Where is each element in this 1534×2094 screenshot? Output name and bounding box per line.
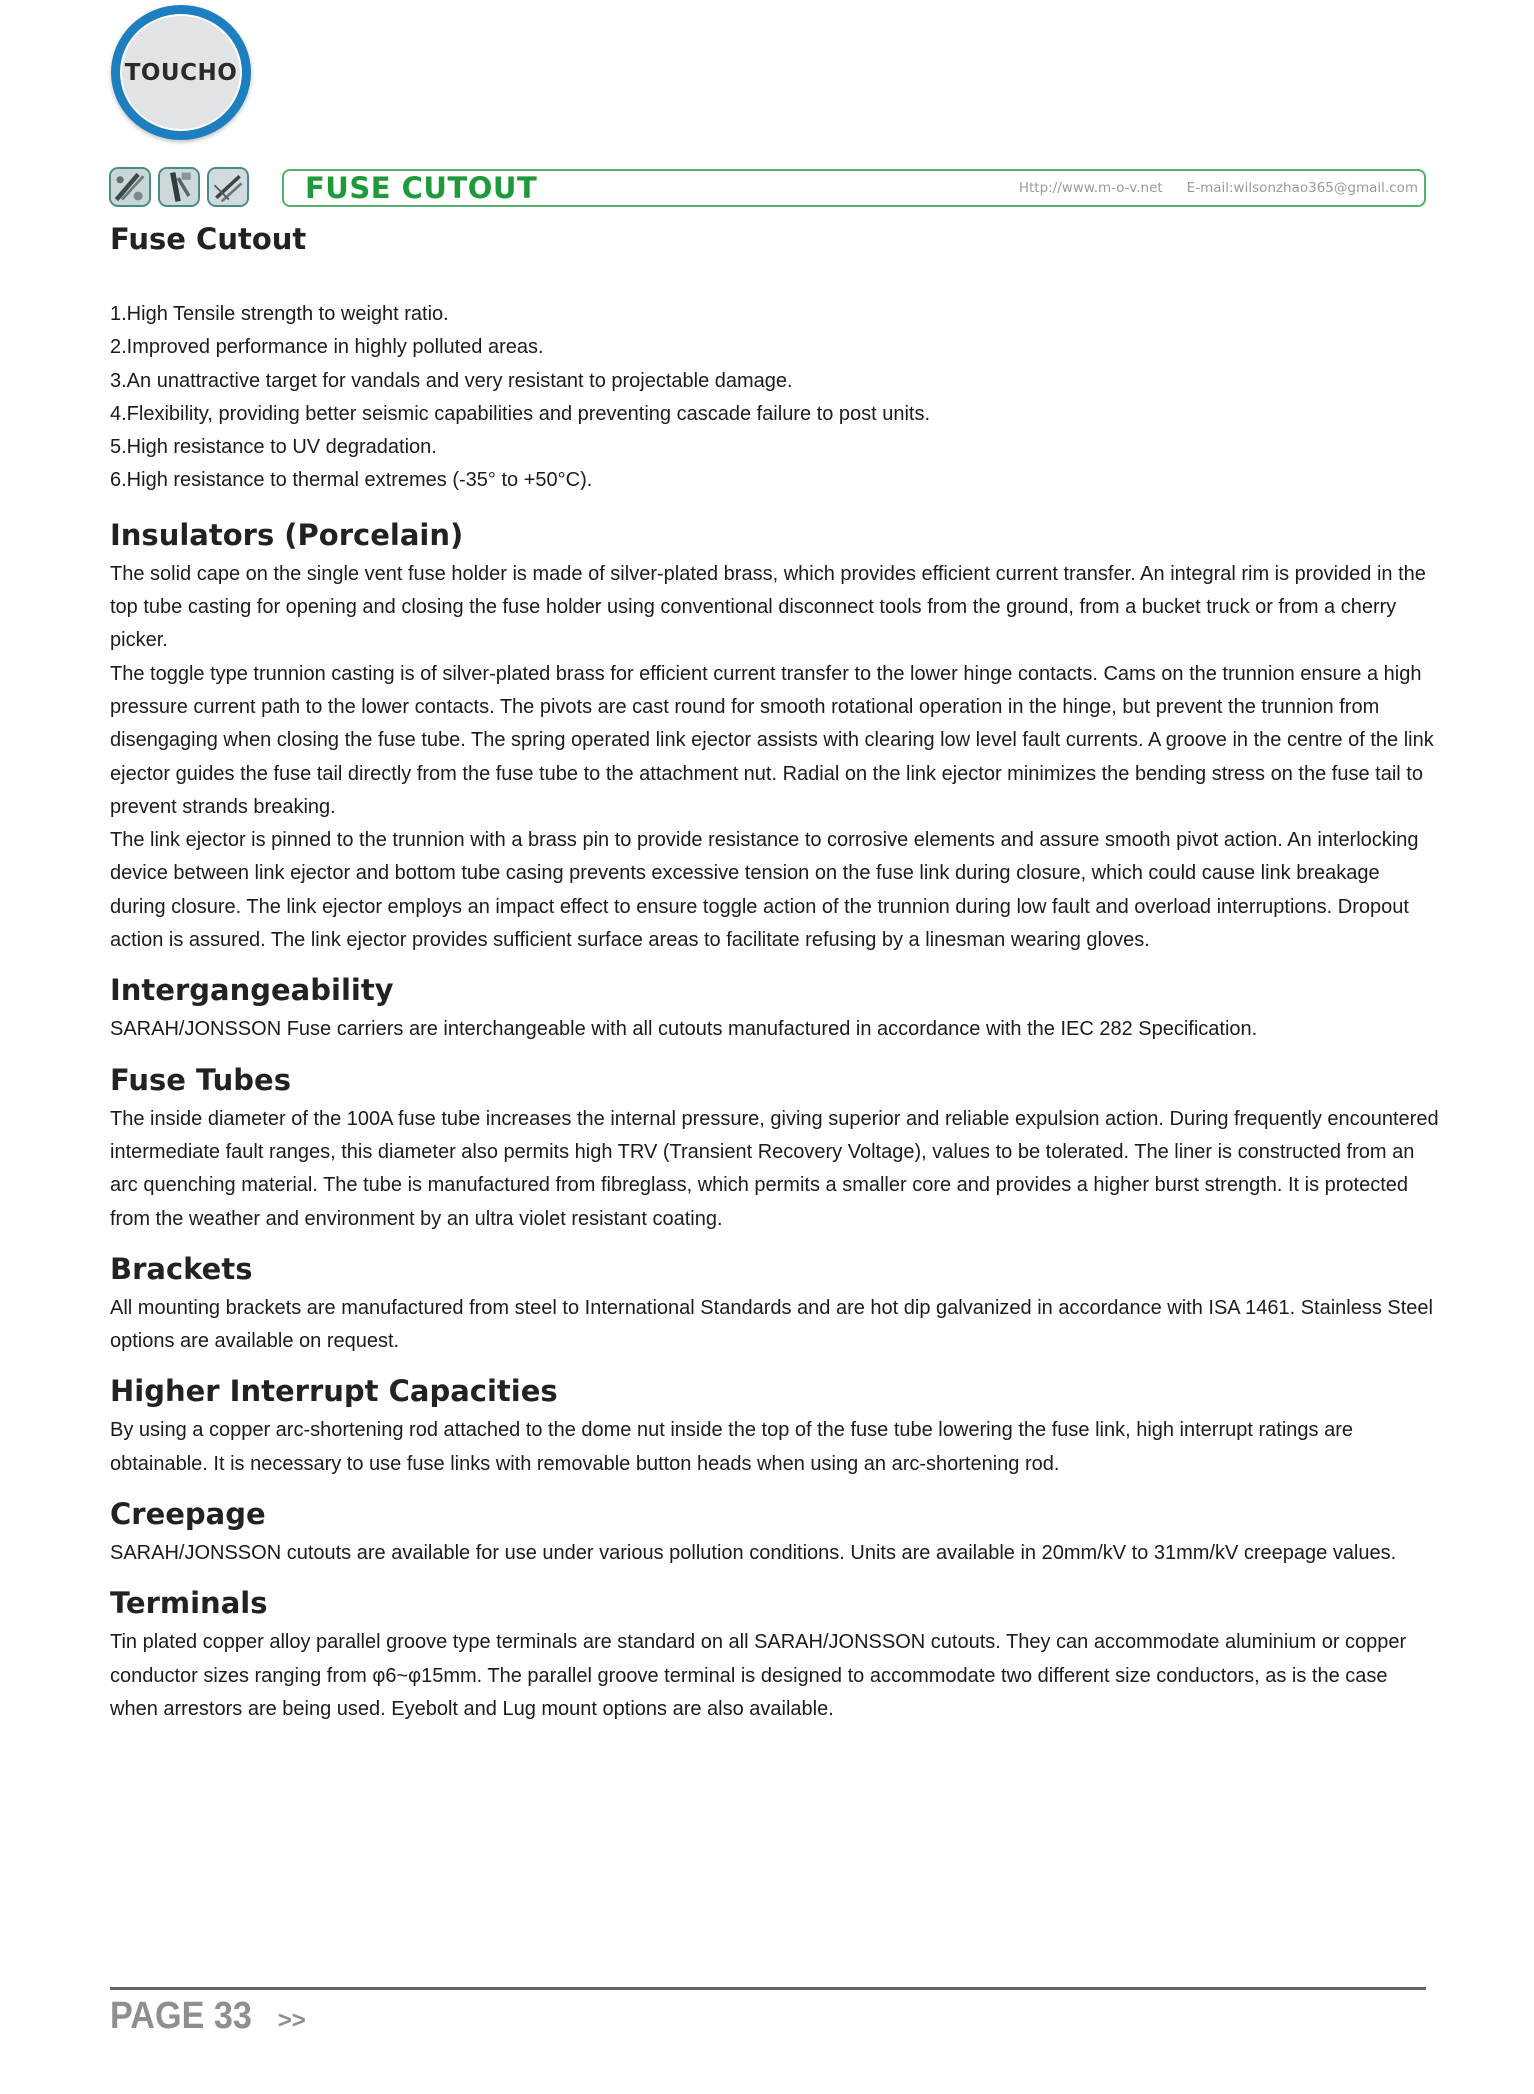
section-creepage [110, 1495, 1440, 1570]
section-heading: Higher Interrupt Capacities [110, 1374, 558, 1409]
email-link[interactable]: E-mail:wilsonzhao365@gmail.com [1186, 180, 1418, 196]
section-terminals [110, 1584, 1440, 1726]
section-paragraph: All mounting brackets are manufactured from steel to International Standards and are hot dip galvanized in accordance with ISA 1461. Stainless Steel options are available on request. [110, 1296, 1433, 1353]
section-paragraph: Tin plated copper alloy parallel groove type terminals are standard on all SARAH/JONSSON cutouts. They can accommodate aluminium or copper conductor sizes ranging from φ6~φ15mm. The parallel groove terminal is designed to accommodate two different size conductors, as is the case when arrestors are being used. Eyebolt and Lug mount options are also available. [110, 1631, 1407, 1720]
section-brackets [110, 1250, 1440, 1359]
header-title: FUSE CUTOUT [305, 171, 538, 205]
website-link[interactable]: Http://www.m-o-v.net [1018, 180, 1163, 196]
section-paragraph: The solid cape on the single vent fuse holder is made of silver-plated brass, which provides efficient current transfer. An integral rim is provided in the top tube casting for opening and closing the fuse holder using conventional disconnect tools from the ground, from a bucket truck or from a cherry picker. [110, 562, 1426, 652]
footer-divider [110, 1987, 1426, 1990]
product-thumbnail-1 [109, 167, 151, 207]
page-footer [110, 1995, 306, 2038]
section-paragraph: By using a copper arc-shortening rod attached to the dome nut inside the top of the fuse tube lowering the fuse link, high interrupt ratings are obtainable. It is necessary to use fuse links with removable button heads when using an arc-shortening rod. [110, 1419, 1353, 1475]
product-thumbnails [109, 167, 249, 207]
feature-item: 6.High resistance to thermal extremes (-35° to +50°C). [110, 469, 593, 492]
feature-item: 4.Flexibility, providing better seismic capabilities and preventing cascade failure to post units. [110, 402, 931, 425]
section-heading: Brackets [110, 1251, 253, 1286]
section-paragraph: The toggle type trunnion casting is of silver-plated brass for efficient current transfer to the lower hinge contacts. Cams on the trunnion ensure a high pressure current path to the lower contacts. The pivots are cast round for smooth rotational operation in the hinge, but prevent the trunnion from disengaging when closing the fuse tube. The spring operated link ejector assists with clearing low level fault currents. A groove in the centre of the link ejector guides the fuse tail directly from the fuse tube to the attachment nut. Radial on the link ejector minimizes the bending stress on the fuse tail to prevent strands breaking. [110, 662, 1434, 818]
page-content [110, 222, 1440, 1740]
section-heading: Insulators (Porcelain) [110, 517, 464, 552]
product-thumbnail-3 [207, 167, 249, 207]
section-insulators [110, 516, 1440, 958]
section-heading: Fuse Tubes [110, 1062, 291, 1097]
section-heading: Terminals [110, 1586, 268, 1621]
section-heading: Creepage [110, 1497, 266, 1532]
section-paragraph: SARAH/JONSSON Fuse carriers are interchangeable with all cutouts manufactured in accordance with the IEC 282 Specification. [110, 1018, 1258, 1041]
section-heading: Intergangeability [110, 973, 394, 1008]
toucho-logo [111, 5, 251, 140]
page-number: PAGE 33 [110, 1995, 252, 2037]
section-header-bar [282, 169, 1426, 207]
section-paragraph: SARAH/JONSSON cutouts are available for use under various pollution conditions. Units are available in 20mm/kV to 31mm/kV creepage values. [110, 1542, 1397, 1565]
section-paragraph: The link ejector is pinned to the trunnion with a brass pin to provide resistance to corrosive elements and assure smooth pivot action. An interlocking device between link ejector and bottom tube casing prevents excessive tension on the fuse link during closure, which could cause link breakage during closure. The link ejector employs an impact effect to ensure toggle action of the trunnion during low fault and overload interruptions. Dropout action is assured. The link ejector provides sufficient surface areas to facilitate refusing by a linesman wearing gloves. [110, 829, 1419, 952]
feature-list [110, 298, 1440, 498]
section-paragraph: The inside diameter of the 100A fuse tube increases the internal pressure, giving superior and reliable expulsion action. During frequently encountered intermediate fault ranges, this diameter also permits high TRV (Transient Recovery Voltage), values to be tolerated. The liner is constructed from an arc quenching material. The tube is manufactured from fibreglass, which permits a smaller core and provides a higher burst strength. It is protected from the weather and environment by an ultra violet resistant coating. [110, 1107, 1439, 1230]
logo-text: TOUCHO [124, 59, 238, 86]
section-higher-interrupt-capacities [110, 1372, 1440, 1481]
page-title: Fuse Cutout [110, 222, 307, 256]
feature-item: 2.Improved performance in highly polluted areas. [110, 336, 544, 359]
product-thumbnail-2 [158, 167, 200, 207]
feature-item: 3.An unattractive target for vandals and very resistant to projectable damage. [110, 369, 793, 392]
next-page-arrow[interactable]: >> [277, 2007, 306, 2034]
feature-item: 5.High resistance to UV degradation. [110, 436, 437, 459]
section-intergangeability [110, 971, 1440, 1046]
section-fuse-tubes [110, 1061, 1440, 1236]
feature-item: 1.High Tensile strength to weight ratio. [110, 303, 449, 325]
